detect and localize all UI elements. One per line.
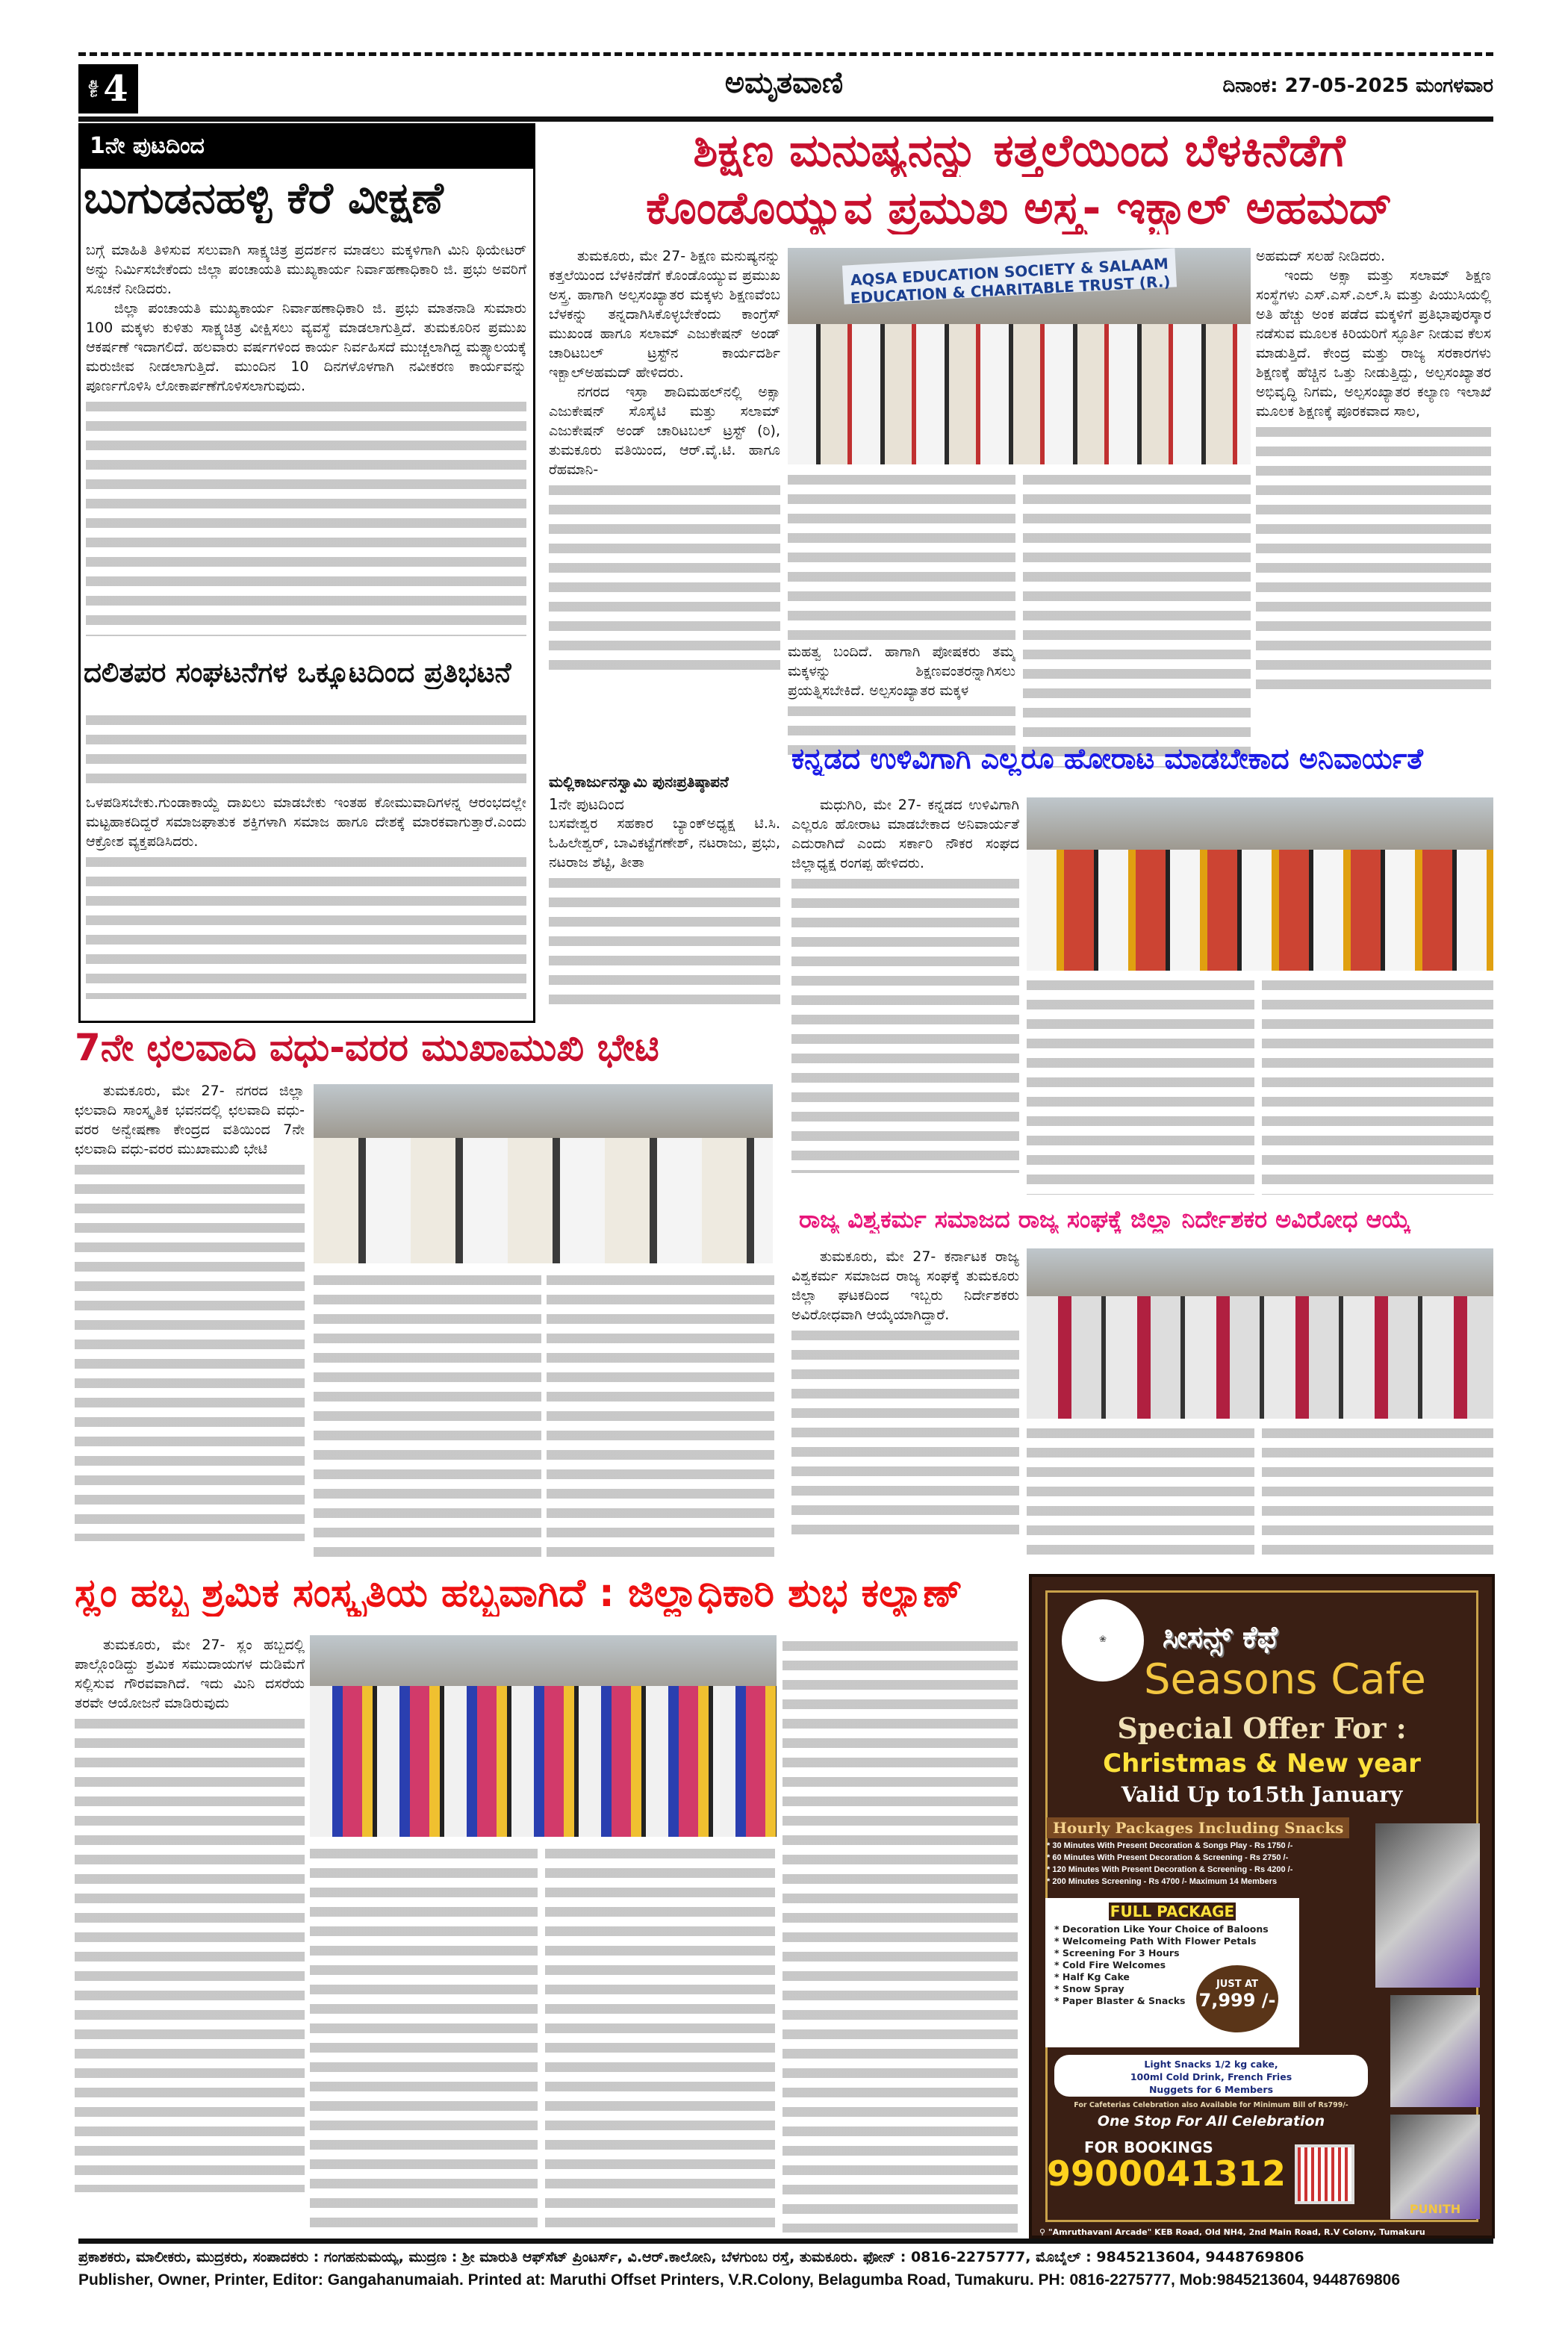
paragraph: ಒಳಪಡಿಸಬೇಕು.ಗುಂಡಾಕಾಯ್ದೆ ದಾಖಲು ಮಾಡಬೇಕು ಇಂತಹ ಕೋಮುವಾದಿಗಳನ್ನ ಆರಂಭದಲ್ಲೇ ಮಟ್ಟಹಾಕದಿದ್ದರೆ ಸಮಾಜಘಾತುಕ ಶಕ್ತಿಗಳಾಗಿ ಸಮಾಜ ಹಾಗೂ ದೇಶಕ್ಕೆ ಮಾರಕವಾಗುತ್ತಾರೆ.ಎಂದು ಆಕ್ರೋಶ ವ್ಯಕ್ತಪಡಿಸಿದರು. (86, 794, 526, 850)
ad-photo-arch (1390, 2115, 1480, 2219)
text-lines (545, 1844, 775, 2233)
slum-column-3 (545, 1843, 775, 2233)
bride-groom-photo (314, 1084, 773, 1263)
issue-date: ದಿನಾಂಕ: 27-05-2025 ಮಂಗಳವಾರ (1222, 75, 1493, 97)
kannada-headline: ಕನ್ನಡದ ಉಳಿವಿಗಾಗಿ ಎಲ್ಲರೂ ಹೋರಾಟ ಮಾಡಬೇಕಾದ ಅನಿವಾರ್ಯತೆ (791, 743, 1423, 775)
ad-photo-balloons (1390, 1995, 1480, 2107)
snack-line: Nuggets for 6 Members (1148, 2084, 1274, 2095)
imprint-kannada: ಪ್ರಕಾಶಕರು, ಮಾಲೀಕರು, ಮುದ್ರಕರು, ಸಂಪಾದಕರು : ಗಂಗಹನುಮಯ್ಯ, ಮುದ್ರಣ : ಶ್ರೀ ಮಾರುತಿ ಆಫ್‌ಸೆಟ್ ಪ್ರಿಂಟರ್ಸ್, ವಿ.ಆರ್.ಕಾಲೋನಿ, ಬೆಳಗುಂಬ ರಸ್ತೆ, ತುಮಕೂರು. ಫೋನ್ : 0816-2275777, ಮೊಬೈಲ್ : 9845213604, 9448769806 (78, 2249, 1304, 2265)
text-lines (1027, 1424, 1254, 1561)
snack-line: 100ml Cold Drink, French Fries (1130, 2071, 1292, 2082)
kannada-column-2 (1027, 974, 1254, 1195)
paragraph: ನಗರದ ಇಸ್ರಾ ಶಾದಿಮಹಲ್‌ನಲ್ಲಿ ಅಕ್ಸಾ ಎಜುಕೇಷನ್ ಸೊಸೈಟಿ ಮತ್ತು ಸಲಾಮ್ ಎಜುಕೇಷನ್ ಅಂಡ್ ಚಾರಿಟಬಲ್ ಟ್ರಸ್ಟ್ (ರಿ), ತುಮಕೂರು ವತಿಯಿಂದ, ಆರ್.ವೈ.ಟಿ. ಹಾಗೂ ರೆಹಮಾನಿ- (549, 384, 780, 478)
kannada-column-3 (1262, 974, 1493, 1195)
package-item: * 200 Minutes Screening - Rs 4700 /- Maximum 14 Members (1047, 1877, 1278, 1886)
text-lines (86, 711, 526, 793)
slum-column-4 (783, 1635, 1018, 2233)
ad-hourly-title: Hourly Packages Including Snacks (1047, 1817, 1349, 1838)
kannada-column-1 (791, 795, 1019, 1195)
photo-label: PUNITH (1409, 2202, 1461, 2216)
text-lines (314, 1271, 541, 1563)
paragraph: ತುಮಕೂರು, ಮೇ 27- ಸ್ಲಂ ಹಬ್ಬದಲ್ಲಿ ಪಾಲ್ಗೊಂಡಿದ್ದು ಶ್ರಮಿಕ ಸಮುದಾಯಗಳ ದುಡಿಮೆಗೆ ಸಲ್ಲಿಸುವ ಗೌರವವಾಗಿದೆ. ಇದು ಮಿನಿ ದಸರೆಯ ತರವೇ ಆಯೋಜನೆ ಮಾಡಿರುವುದು (75, 1637, 305, 1711)
ad-cafeteria-note: For Cafeterias Celebration also Available for Minimum Bill of Rs799/- (1074, 2101, 1348, 2109)
vishwakarma-column-1 (791, 1247, 1019, 1561)
paragraph: ತುಮಕೂರು, ಮೇ 27- ಶಿಕ್ಷಣ ಮನುಷ್ಯನನ್ನು ಕತ್ತಲೆಯಿಂದ ಬೆಳಕಿನೆಡೆಗೆ ಕೊಂಡೊಯ್ಯುವ ಪ್ರಮುಖ ಅಸ್ತ್ರ. ಹಾಗಾಗಿ ಅಲ್ಪಸಂಖ್ಯಾತರ ಮಕ್ಕಳು ಶಿಕ್ಷಣವೆಂಬ ಬೆಳಕನ್ನು ತನ್ನದಾಗಿಸಿಕೊಳ್ಳಬೇಕೆಂದು ಕಾಂಗ್ರೆಸ್ ಮುಖಂಡ ಹಾಗೂ ಸಲಾಮ್ ಎಜುಕೇಷನ್ ಅಂಡ್ ಚಾರಿಟಬಲ್ ಟ್ರಸ್ಟ್‌ನ ಕಾರ್ಯದರ್ಶಿ ಇಕ್ಬಾಲ್‌ಅಹಮದ್ ಹೇಳಿದರು. (549, 248, 780, 381)
lead-headline-line2: ಕೊಂಡೊಯ್ಯುವ ಪ್ರಮುಖ ಅಸ್ತ್ರ- ಇಕ್ಬಾಲ್ ಅಹಮದ್ (646, 183, 1393, 234)
text-lines (1023, 470, 1251, 768)
story-headline: ಬುಗುಡನಹಳ್ಳಿ ಕೆರೆ ವೀಕ್ಷಣೆ (84, 173, 444, 223)
paragraph: ತುಮಕೂರು, ಮೇ 27- ಕರ್ನಾಟಕ ರಾಜ್ಯ ವಿಶ್ವಕರ್ಮ ಸಮಾಜದ ರಾಜ್ಯ ಸಂಘಕ್ಕೆ ತುಮಕೂರು ಜಿಲ್ಲಾ ಘಟಕದಿಂದ ಇಬ್ಬರು ನಿರ್ದೇಶಕರು ಅವಿರೋಧವಾಗಿ ಆಯ್ಕೆಯಾಗಿದ್ದಾರೆ. (791, 1248, 1019, 1323)
full-package-item: * Welcomeing Path With Flower Petals (1054, 1935, 1257, 1947)
price-label: JUST AT (1216, 1979, 1259, 1990)
ad-price-seal (1196, 1965, 1278, 2032)
text-lines (86, 397, 526, 636)
page-number: 4 (103, 68, 128, 110)
slum-photo (310, 1635, 777, 1837)
photo-banner: AQSA EDUCATION SOCIETY & SALAAM EDUCATION & CHARITABLE TRUST (R.) (842, 248, 1177, 304)
text-lines (788, 470, 1015, 642)
text-lines (1027, 976, 1254, 1195)
ad-address (1039, 2227, 1484, 2237)
bride-groom-headline: 7ನೇ ಛಲವಾದಿ ವಧು-ವರರ ಮುಖಾಮುಖಿ ಭೇಟಿ (75, 1027, 659, 1069)
masthead: ಅಮೃತವಾಣಿ (724, 66, 844, 100)
text-lines (791, 874, 1019, 1173)
ad-bookings-label: FOR BOOKINGS (1084, 2138, 1213, 2156)
slum-headline: ಸ್ಲಂ ಹಬ್ಬ ಶ್ರಮಿಕ ಸಂಸ್ಕೃತಿಯ ಹಬ್ಬವಾಗಿದೆ : ಜಿಲ್ಲಾಧಿಕಾರಿ ಶುಭ ಕಲ್ಯಾಣ್ (75, 1572, 962, 1616)
ad-hourly-list (1047, 1840, 1369, 1888)
photo-people (788, 324, 1251, 465)
paragraph: ಬಗ್ಗೆ ಮಾಹಿತಿ ತಿಳಿಸುವ ಸಲುವಾಗಿ ಸಾಕ್ಷ್ಯಚಿತ್ರ ಪ್ರದರ್ಶನ ಮಾಡಲು ಮಕ್ಕಳಿಗಾಗಿ ಮಿನಿ ಥಿಯೇಟರ್ ಅನ್ನು ನಿರ್ಮಿಸಬೇಕೆಂದು ಜಿಲ್ಲಾ ಪಂಚಾಯತಿ ಮುಖ್ಯಕಾರ್ಯ ನಿರ್ವಾಹಣಾಧಿಕಾರಿ ಜಿ. ಪ್ರಭು ಅವರಿಗೆ ಸೂಚನೆ ನೀಡಿದರು. (86, 242, 526, 297)
text-lines (310, 1844, 538, 2233)
lead-column-3 (1023, 469, 1251, 768)
text-lines (75, 1714, 305, 2192)
cafe-logo: ❀ (1062, 1599, 1144, 1681)
bride-groom-column-2 (314, 1269, 541, 1563)
lead-column-4 (1256, 246, 1491, 769)
full-package-item: * Decoration Like Your Choice of Baloons (1054, 1923, 1269, 1935)
location-pin-icon: ⚲ (1039, 2227, 1048, 2237)
text-lines (1262, 1424, 1493, 1561)
paragraph: ಬಸವೇಶ್ವರ ಸಹಕಾರ ಬ್ಯಾಂಕ್‌ಅಧ್ಯಕ್ಷ ಟಿ.ಸಿ. ಓಹಿಲೇಶ್ವರ್, ಬಾವಿಕಟ್ಟೆಗಣೇಶ್, ನಟರಾಜು, ಪ್ರಭು, ನಟರಾಜ ಶೆಟ್ಟಿ, ತೀತಾ (549, 815, 780, 871)
text-lines (547, 1271, 774, 1563)
text-lines (1256, 423, 1491, 691)
vishwakarma-photo (1027, 1248, 1493, 1419)
bride-groom-column-1 (75, 1081, 305, 1563)
paragraph: ಜಿಲ್ಲಾ ಪಂಚಾಯತಿ ಮುಖ್ಯಕಾರ್ಯ ನಿರ್ವಾಹಣಾಧಿಕಾರಿ ಜಿ. ಪ್ರಭು ಮಾತನಾಡಿ ಸುಮಾರು 100 ಮಕ್ಕಳು ಕುಳಿತು ಸಾಕ್ಷ್ಯಚಿತ್ರ ವೀಕ್ಷಿಸಲು ವ್ಯವಸ್ಥೆ ಮಾಡಲಾಗುತ್ತಿದೆ. ತುಮಕೂರಿನ ಪ್ರಮುಖ ಆಕರ್ಷಣೆ ಇದಾಗಲಿದೆ. ಹಲವಾರು ವರ್ಷಗಳಿಂದ ಕಾರ್ಯ ನಿರ್ವಹಿಸದೆ ಮುಚ್ಚಲಾಗಿದ್ದ ಮತ್ಸ್ಯಾಲಯಕ್ಕೆ ಮರುಜೀವ ನೀಡಲಾಗುತ್ತಿದೆ. ಮುಂದಿನ 10 ದಿನಗಳೊಳಗಾಗಿ ನವೀಕರಣ ಕಾರ್ಯವನ್ನು ಪೂರ್ಣಗೊಳಿಸಿ ಲೋಕಾರ್ಪಣೆಗೊಳಿಸಲಾಗುವುದು. (86, 300, 526, 394)
top-dashed-rule (78, 52, 1493, 56)
ad-phone: 9900041312 (1047, 2153, 1287, 2194)
lead-column-1 (549, 246, 780, 769)
vishwakarma-column-3 (1262, 1422, 1493, 1561)
slum-column-2 (310, 1843, 538, 2233)
paragraph: ಮಹತ್ವ ಬಂದಿದೆ. ಹಾಗಾಗಿ ಪೋಷಕರು ತಮ್ಮ ಮಕ್ಕಳನ್ನು ಶಿಕ್ಷಣವಂತರನ್ನಾಗಿಸಲು ಪ್ರಯತ್ನಿಸಬೇಕಿದೆ. ಅಲ್ಪಸಂಖ್ಯಾತರ ಮಕ್ಕಳ (788, 644, 1015, 699)
vishwakarma-column-2 (1027, 1422, 1254, 1561)
price: 7,999 /- (1198, 1990, 1276, 2011)
story-body (86, 240, 526, 651)
text-lines (549, 874, 780, 1008)
slum-column-1 (75, 1635, 305, 2233)
ad-tagline: One Stop For All Celebration (1097, 2113, 1325, 2129)
continuation-kicker: 1ನೇ ಪುಟದಿಂದ (549, 795, 624, 813)
ad-brand: Seasons Cafe (1144, 1655, 1426, 1704)
address-text: "Amruthavani Arcade" KEB Road, Old NH4, 2nd Main Road, R.V Colony, Tumakuru (1048, 2227, 1425, 2237)
ad-snacks (1054, 2055, 1368, 2097)
footer-rule (78, 2239, 1493, 2244)
ad-offer-title: Special Offer For : (1117, 1711, 1407, 1745)
lead-headline-line1: ಶಿಕ್ಷಣ ಮನುಷ್ಯನನ್ನು ಕತ್ತಲೆಯಿಂದ ಬೆಳಕಿನೆಡೆಗೆ (693, 125, 1345, 177)
snack-line: Light Snacks 1/2 kg cake, (1144, 2059, 1278, 2070)
paragraph: ಅಹಮದ್ ಸಲಹೆ ನೀಡಿದರು. (1256, 248, 1386, 264)
paragraph: ತುಮಕೂರು, ಮೇ 27- ನಗರದ ಜಿಲ್ಲಾ ಛಲವಾದಿ ಸಾಂಸ್ಕೃತಿಕ ಭವನದಲ್ಲಿ ಛಲವಾದಿ ವಧು-ವರರ ಅನ್ವೇಷಣಾ ಕೇಂದ್ರದ ವತಿಯಿಂದ 7ನೇ ಛಲವಾದಿ ವಧು-ವರರ ಮುಖಾಮುಖಿ ಭೇಟಿ (75, 1083, 305, 1157)
imprint-english: Publisher, Owner, Printer, Editor: Gangahanumaiah. Printed at: Maruthi Offset Printers, V.R.Colony, Belagumba Road, Tumakuru. PH: 0816-2275777, Mob:9845213604, 9448769806 (78, 2271, 1401, 2289)
ad-validity: Valid Up to15th January (1121, 1782, 1403, 1807)
full-package-item: * Half Kg Cake (1054, 1971, 1130, 1982)
full-package-item: * Snow Spray (1054, 1983, 1124, 1994)
page-label: ಪುಟ (87, 80, 102, 98)
full-package-item: * Screening For 3 Hours (1054, 1947, 1180, 1959)
ad-photo-room (1375, 1823, 1480, 1988)
lead-column-2 (788, 469, 1015, 768)
full-package-item: * Cold Fire Welcomes (1054, 1959, 1166, 1970)
text-lines (549, 481, 780, 675)
page-number-badge (78, 64, 138, 113)
full-package-item: * Paper Blaster & Snacks (1054, 1995, 1186, 2006)
full-package-title: FULL PACKAGE (1110, 1903, 1235, 1920)
qr-code-icon (1295, 2144, 1354, 2204)
text-lines (783, 1637, 1018, 2233)
ad-occasion: Christmas & New year (1103, 1749, 1421, 1779)
continuation-column (549, 769, 780, 1023)
paragraph: ಇಂದು ಅಕ್ಸಾ ಮತ್ತು ಸಲಾಮ್ ಶಿಕ್ಷಣ ಸಂಸ್ಥೆಗಳು ಎಸ್.ಎಸ್.ಎಲ್.ಸಿ ಮತ್ತು ಪಿಯುಸಿಯಲ್ಲಿ ಅತಿ ಹೆಚ್ಚು ಅಂಕ ಪಡೆದ ಮಕ್ಕಳಿಗೆ ಪ್ರತಿಭಾಪುರಸ್ಕಾರ ನಡೆಸುವ ಮೂಲಕ ಕಿರಿಯರಿಗೆ ಸ್ಫೂರ್ತಿ ನೀಡುವ ಕೆಲಸ ಮಾಡುತ್ತಿದೆ. ಕೇಂದ್ರ ಮತ್ತು ರಾಜ್ಯ ಸರಕಾರಗಳು ಶಿಕ್ಷಣಕ್ಕೆ ಹೆಚ್ಚಿನ ಒತ್ತು ನೀಡುತ್ತಿದ್ದು, ಅಲ್ಪಸಂಖ್ಯಾತರ ಅಭಿವೃದ್ಧಿ ನಿಗಮ, ಅಲ್ಪಸಂಖ್ಯಾತರ ಕಲ್ಯಾಣ ಇಲಾಖೆ ಮೂಲಕ ಶಿಕ್ಷಣಕ್ಕೆ ಪೂರಕವಾದ ಸಾಲ, (1256, 267, 1491, 420)
kannada-photo (1027, 797, 1493, 971)
package-item: * 120 Minutes With Present Decoration & Screening - Rs 4200 /- (1047, 1865, 1293, 1874)
text-lines (1262, 976, 1493, 1195)
text-lines (791, 1326, 1019, 1535)
text-lines (86, 853, 526, 999)
continuation-subhead: ಮಲ್ಲಿಕಾರ್ಜುನಸ್ವಾಮಿ ಪುನಃಪ್ರತಿಷ್ಠಾಪನೆ (549, 773, 729, 791)
continued-kicker: 1ನೇ ಪುಟದಿಂದ (81, 125, 533, 169)
bride-groom-column-3 (547, 1269, 774, 1563)
story-body (86, 709, 526, 1015)
text-lines (75, 1160, 305, 1541)
header-rule (78, 116, 1493, 122)
lead-photo (788, 248, 1251, 464)
story-headline: ದಲಿತಪರ ಸಂಘಟನೆಗಳ ಒಕ್ಕೂಟದಿಂದ ಪ್ರತಿಭಟನೆ (84, 657, 511, 688)
package-item: * 30 Minutes With Present Decoration & Songs Play - Rs 1750 /- (1047, 1841, 1293, 1850)
seasons-cafe-ad (1029, 1574, 1495, 2239)
paragraph: ಮಧುಗಿರಿ, ಮೇ 27- ಕನ್ನಡದ ಉಳಿವಿಗಾಗಿ ಎಲ್ಲರೂ ಹೋರಾಟ ಮಾಡಬೇಕಾದ ಅನಿವಾರ್ಯತೆ ಎದುರಾಗಿದೆ ಎಂದು ಸರ್ಕಾರಿ ನೌಕರ ಸಂಘದ ಜಿಲ್ಲಾಧ್ಯಕ್ಷ ರಂಗಪ್ಪ ಹೇಳಿದರು. (791, 797, 1019, 871)
package-item: * 60 Minutes With Present Decoration & Screening - Rs 2750 /- (1047, 1853, 1289, 1862)
vishwakarma-headline: ರಾಜ್ಯ ವಿಶ್ವಕರ್ಮ ಸಮಾಜದ ರಾಜ್ಯ ಸಂಘಕ್ಕೆ ಜಿಲ್ಲಾ ನಿರ್ದೇಶಕರ ಅವಿರೋಧ ಆಯ್ಕೆ (799, 1206, 1411, 1233)
ad-brand-kannada: ಸೀಸನ್ಸ್ ಕೆಫೆ (1163, 1620, 1278, 1655)
